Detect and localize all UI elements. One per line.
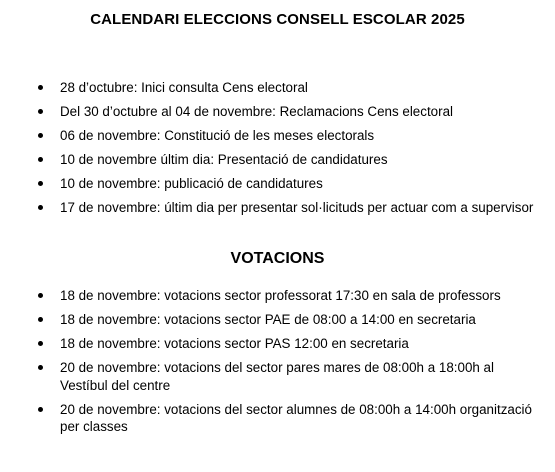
list-item-text: 20 de novembre: votacions del sector pares mares de 08:00h a 18:00h al Vestíbul del centre — [60, 360, 494, 393]
bullet-icon — [38, 133, 43, 138]
list-item — [0, 401, 555, 436]
list-item — [0, 151, 555, 169]
list-item — [0, 175, 555, 193]
list-item — [0, 359, 555, 394]
list-item-text: 18 de novembre: votacions sector PAE de 08:00 a 14:00 en secretaria — [60, 312, 476, 327]
list-item — [0, 127, 555, 145]
list-item-text: 18 de novembre: votacions sector professorat 17:30 en sala de professors — [60, 288, 501, 303]
bullet-icon — [38, 157, 43, 162]
bullet-icon — [38, 365, 43, 370]
bullet-icon — [38, 109, 43, 114]
list-item-text: 28 d’octubre: Inici consulta Cens electoral — [60, 80, 308, 95]
list-item-text: 10 de novembre: publicació de candidatures — [60, 176, 323, 191]
list-item-text: 18 de novembre: votacions sector PAS 12:00 en secretaria — [60, 336, 409, 351]
votacions-list — [0, 287, 555, 442]
bullet-icon — [38, 317, 43, 322]
votacions-heading: VOTACIONS — [230, 250, 325, 267]
list-item — [0, 287, 555, 305]
list-item — [0, 311, 555, 329]
bullet-icon — [38, 85, 43, 90]
list-item-text: 10 de novembre últim dia: Presentació de candidatures — [60, 152, 388, 167]
bullet-icon — [38, 181, 43, 186]
bullet-icon — [38, 341, 43, 346]
list-item — [0, 103, 555, 121]
list-item-text: Del 30 d’octubre al 04 de novembre: Reclamacions Cens electoral — [60, 104, 454, 119]
bullet-icon — [38, 407, 43, 412]
bullet-icon — [38, 205, 43, 210]
page-title: CALENDARI ELECCIONS CONSELL ESCOLAR 2025 — [90, 11, 465, 28]
list-item — [0, 335, 555, 353]
calendar-list — [0, 79, 555, 223]
list-item-text: 17 de novembre: últim dia per presentar sol·licituds per actuar com a supervisor — [60, 200, 534, 215]
list-item — [0, 79, 555, 97]
list-item — [0, 199, 555, 217]
bullet-icon — [38, 293, 43, 298]
list-item-text: 06 de novembre: Constitució de les meses electorals — [60, 128, 375, 143]
list-item-text: 20 de novembre: votacions del sector alumnes de 08:00h a 14:00h organització per classes — [60, 401, 532, 434]
